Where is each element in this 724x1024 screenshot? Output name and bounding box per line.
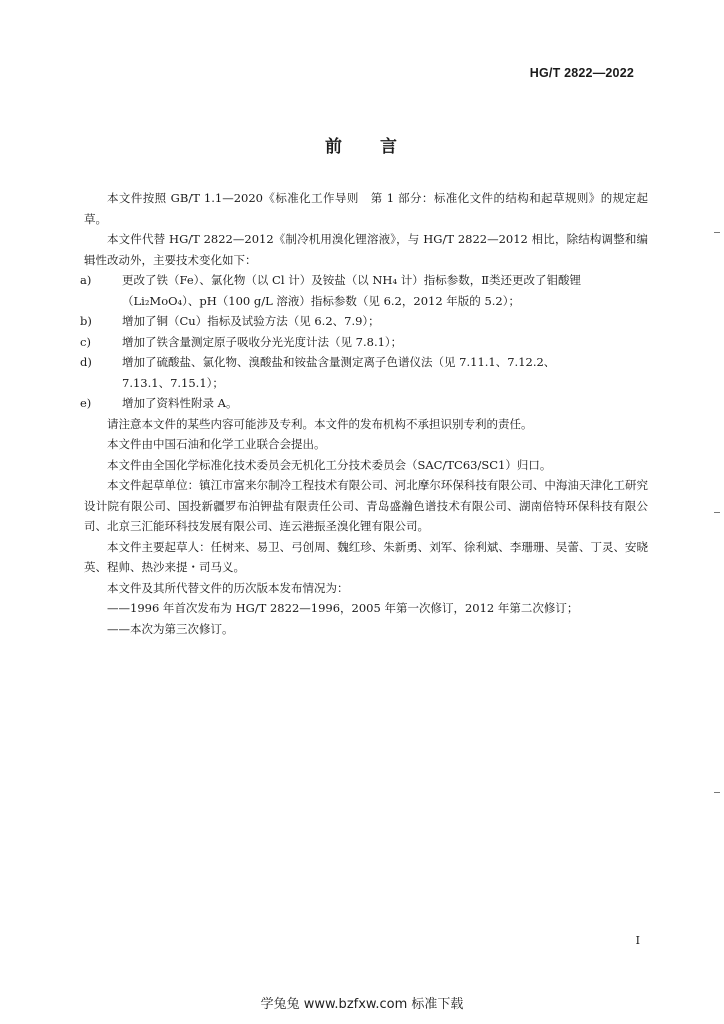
paragraph-proposer: 本文件由中国石油和化学工业联合会提出。 [107, 437, 326, 451]
list-item [80, 352, 648, 393]
list-item [80, 332, 648, 353]
list-item-text-continued: 7.13.1、7.15.1）； [122, 375, 224, 390]
list-marker: e) [80, 396, 92, 410]
margin-mark [714, 512, 720, 513]
paragraph-committee: 本文件由全国化学标准化技术委员会无机化工分技术委员会（SAC/TC63/SC1）归口。 [107, 457, 552, 472]
list-item-text: 增加了铜（Cu）指标及试验方法（见 6.2、7.9）； [122, 314, 380, 328]
title-char-2: 言 [380, 137, 399, 157]
history-item: ——本次为第三次修订。 [107, 621, 234, 636]
list-item-text: 增加了铁含量测定原子吸收分光光度计法（见 7.8.1）； [122, 334, 403, 349]
foreword-body [80, 188, 648, 639]
paragraph-patent-notice: 请注意本文件的某些内容可能涉及专利。本文件的发布机构不承担识别专利的责任。 [107, 416, 533, 431]
list-marker: d) [80, 355, 92, 369]
paragraph-history-intro: 本文件及其所代替文件的历次版本发布情况为： [107, 580, 349, 595]
list-item-text: 增加了资料性附录 A。 [122, 396, 238, 410]
page-number: I [635, 934, 640, 947]
paragraph-drafting-rule: 本文件按照 GB/T 1.1—2020《标准化工作导则 第 1 部分：标准化文件的结构和起草规则》的规定起草。 [84, 191, 648, 226]
standard-code: HG/T 2822—2022 [529, 66, 634, 80]
list-item [80, 311, 648, 332]
history-item: ——1996 年首次发布为 HG/T 2822—1996，2005 年第一次修订，2012 年第二次修订； [107, 601, 579, 615]
paragraph-drafting-units: 本文件起草单位：镇江市富来尔制冷工程技术有限公司、河北摩尔环保科技有限公司、中海油天津化工研究设计院有限公司、国投新疆罗布泊钾盐有限责任公司、青岛盛瀚色谱技术有限公司、湖南倍特环保科技有限公司、北京三汇能环科技发展有限公司、连云港振圣溴化锂有限公司。 [84, 478, 648, 533]
page-title [0, 132, 724, 157]
list-marker: b) [80, 314, 92, 328]
margin-mark [714, 232, 720, 233]
list-marker: a) [80, 273, 92, 287]
list-item [80, 393, 648, 414]
paragraph-replacement: 本文件代替 HG/T 2822—2012《制冷机用溴化锂溶液》，与 HG/T 2822—2012 相比，除结构调整和编辑性改动外，主要技术变化如下： [84, 232, 648, 267]
list-item-text: 增加了硫酸盐、氯化物、溴酸盐和铵盐含量测定离子色谱仪法（见 7.11.1、7.12.2、 [122, 355, 556, 369]
title-char-1: 前 [325, 137, 344, 157]
footer-watermark: 学兔兔 www.bzfxw.com 标准下载 [260, 997, 464, 1012]
list-item-text-continued: （Li₂MoO₄）、pH（100 g/L 溶液）指标参数（见 6.2，2012 年版的 5.2）； [122, 293, 520, 308]
changes-list [80, 270, 648, 414]
list-item [80, 270, 648, 311]
paragraph-drafters: 本文件主要起草人：任树来、易卫、弓创周、魏红珍、朱新勇、刘军、徐利斌、李珊珊、吴蕾、丁灵、安晓英、程帅、热沙来提・司马义。 [84, 539, 648, 574]
margin-mark [714, 792, 720, 793]
list-item-text: 更改了铁（Fe）、氯化物（以 Cl 计）及铵盐（以 NH₄ 计）指标参数，Ⅱ类还更改了钼酸锂 [122, 273, 582, 287]
list-marker: c) [80, 334, 91, 349]
